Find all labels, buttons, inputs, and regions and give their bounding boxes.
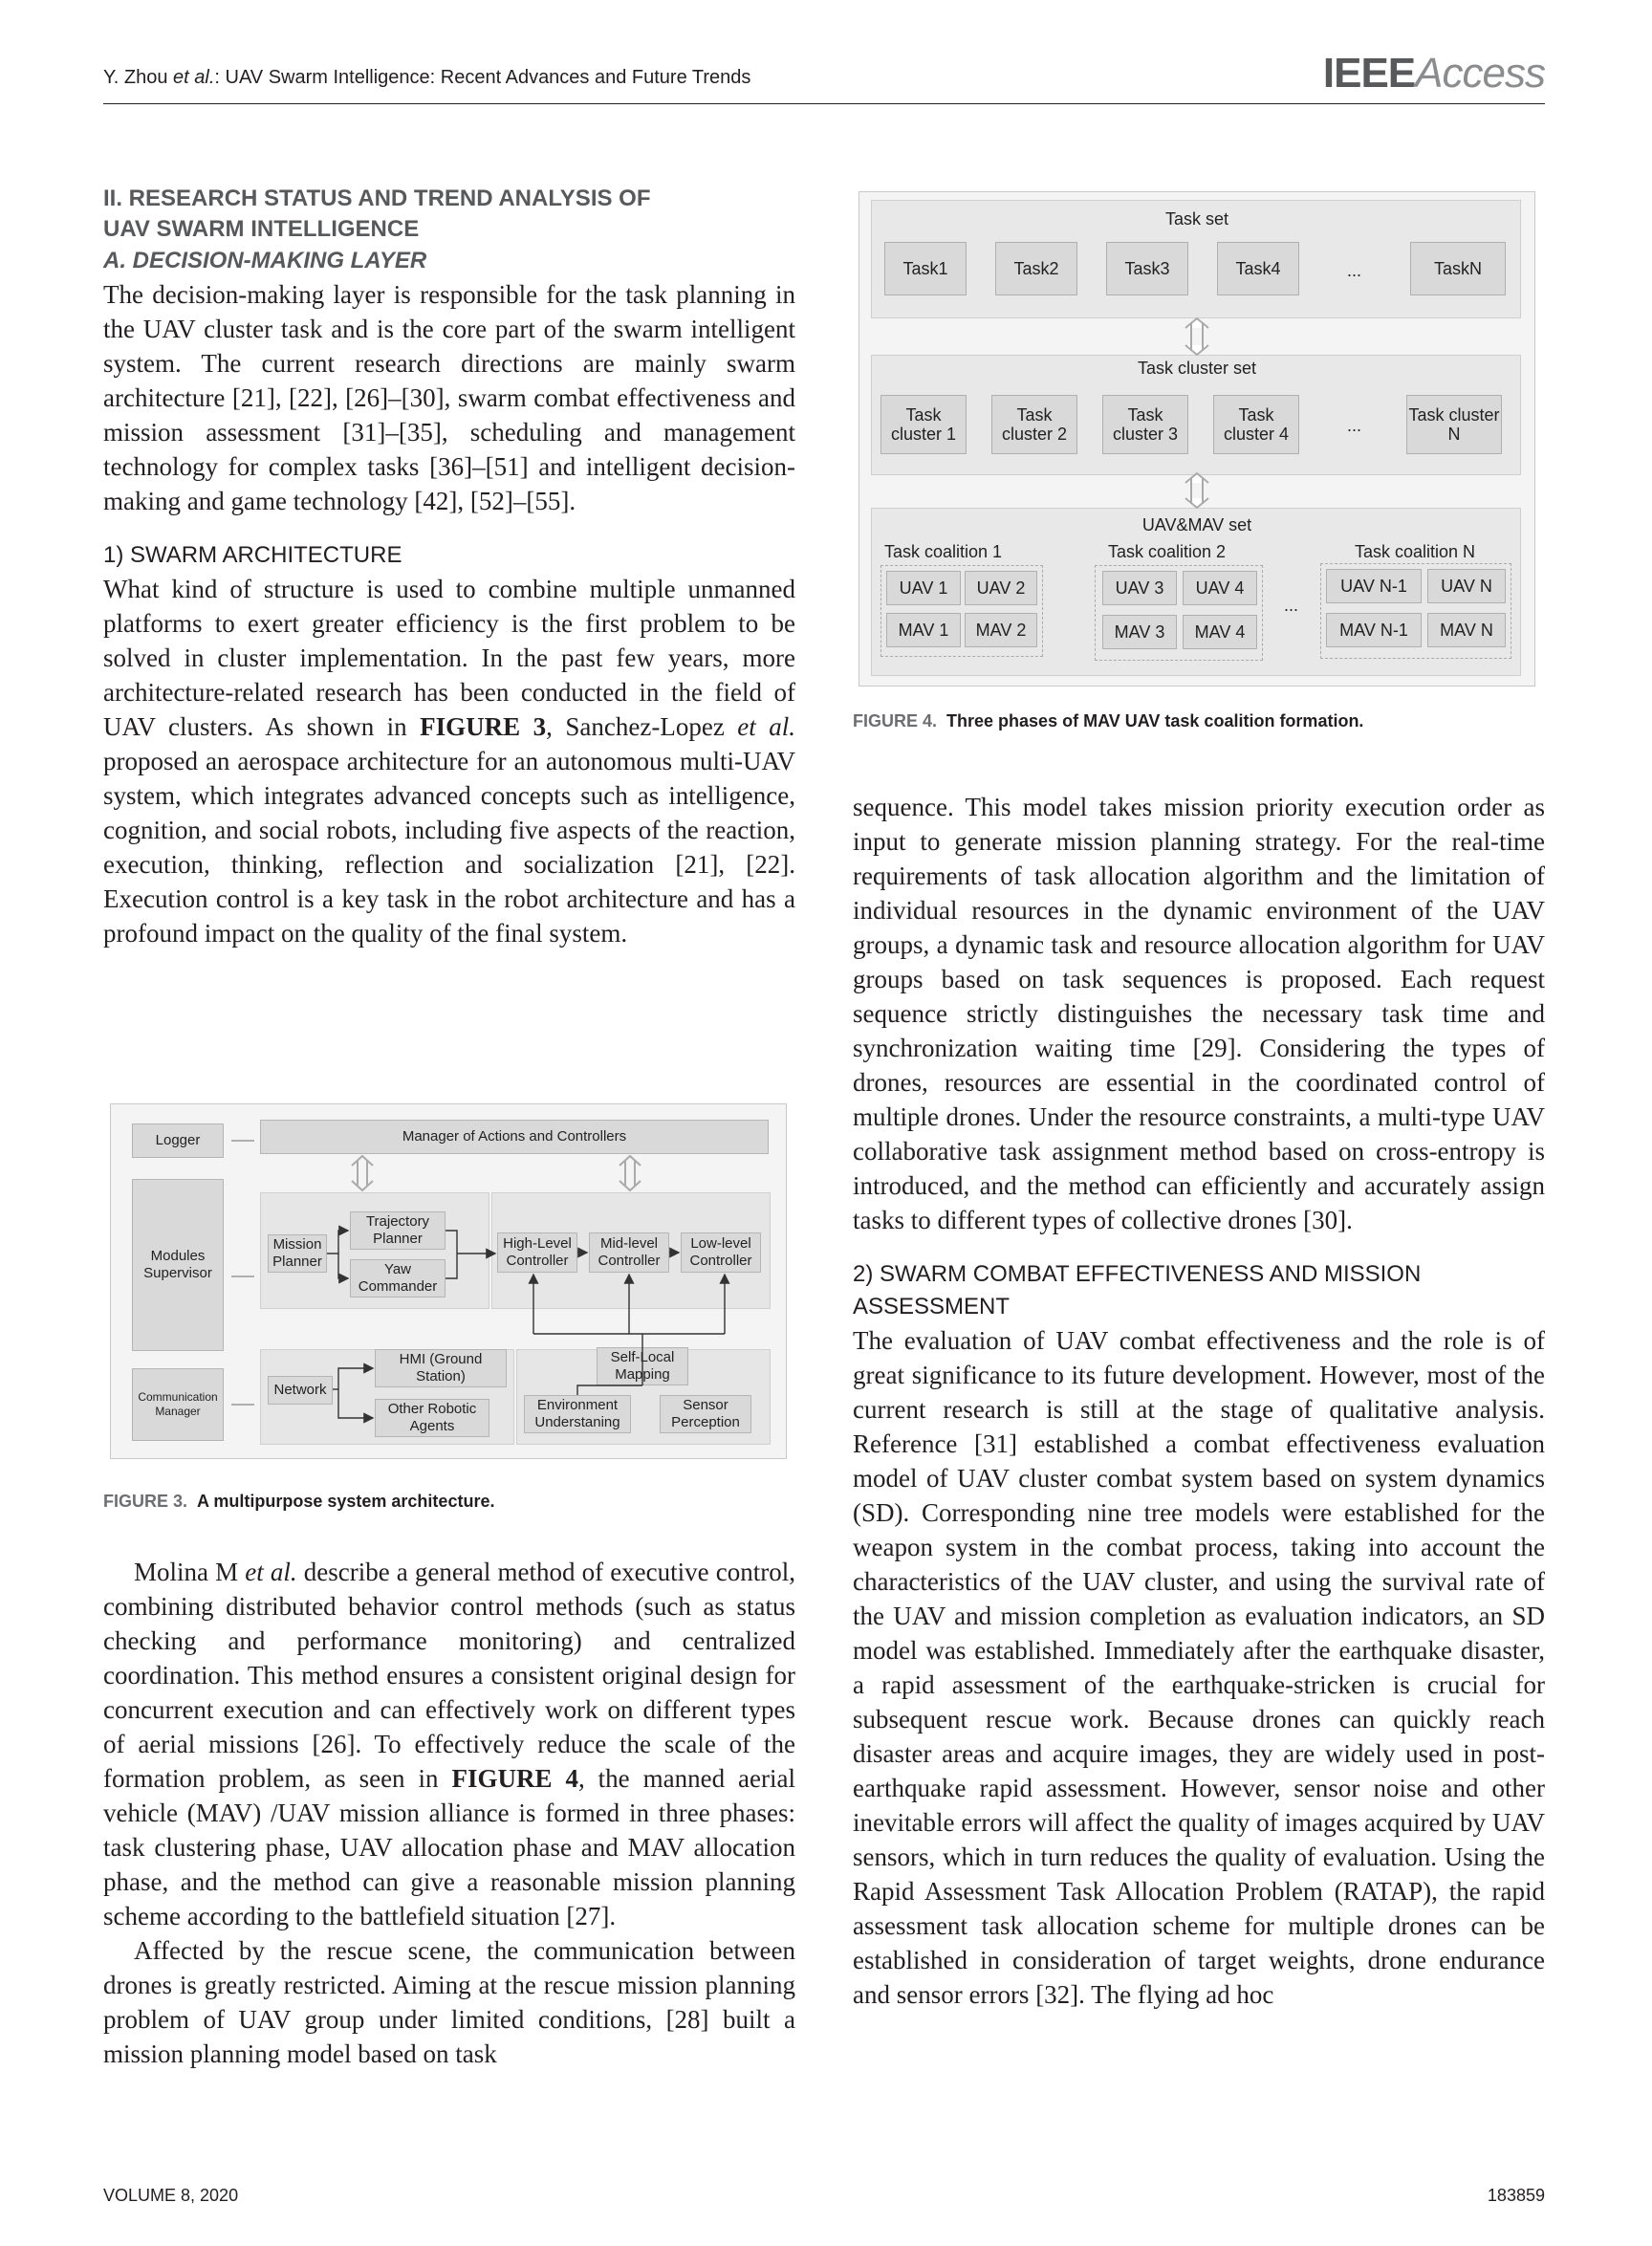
- communication-manager-label: Communication Manager: [138, 1390, 218, 1418]
- header-rule: [103, 103, 1545, 104]
- uav-2-label: UAV 2: [976, 578, 1026, 598]
- ieee-access-logo: [1323, 50, 1545, 98]
- task-ellipsis: ...: [1347, 261, 1362, 280]
- uav-n-label: UAV N: [1441, 577, 1492, 596]
- uav-1-label: UAV 1: [899, 578, 948, 598]
- figure4-caption: [853, 711, 1363, 731]
- environment-understanding-label: Environment Understaning: [534, 1397, 620, 1430]
- task-3-label: Task3: [1124, 259, 1170, 278]
- running-head-authors: Y. Zhou: [103, 67, 174, 88]
- paragraph-combat-effectiveness: The evaluation of UAV combat effectiveness and the role is of great significance to its future development. However, most of the current research is still at the stage of qualitative analysis. Reference [31] established a combat effectiveness evaluation model of UAV cluster combat system based on system dynamics (SD). Corresponding nine tree models were established for the weapon system in the combat process, taking into account the characteristics of the UAV cluster, and using the survival rate of the UAV and mission completion as evaluation indicators, an SD model was established. Immediately after the earthquake disaster, a rapid assessment of the earthquake-stricken is crucial for subsequent rescue work. Because drones can quickly reach disaster areas and acquire images, they are widely used in post-earthquake rapid assessment. However, sensor noise and other inevitable errors will affect the quality of images acquired by UAV sensors, which in turn reduces the quality of evaluation. Using the Rapid Assessment Task Allocation Problem (RATAP), the rapid assessment task allocation scheme for multiple drones can be established in consideration of target weights, drone endurance and sensor errors [32]. The flying ad hoc: [853, 1326, 1545, 2009]
- coalition-ellipsis: ...: [1284, 596, 1299, 615]
- cluster-4-label: Task cluster 4: [1223, 405, 1290, 444]
- paragraph-molina: [103, 1555, 795, 1933]
- para3-text-b: describe a general method of executive control, combining distributed behavior control methods (such as status checking and performance monitoring) and centralized coordination. This method ensures a consistent original design for concurrent execution and can effectively work on different types of aerial missions [26]. To effectively reduce the scale of the formation problem, as seen in: [103, 1558, 795, 1793]
- uav-n-1-label: UAV N-1: [1340, 577, 1407, 596]
- mav-2-label: MAV 2: [975, 621, 1027, 640]
- network-label: Network: [273, 1382, 327, 1398]
- modules-supervisor-label: Modules Supervisor: [143, 1248, 212, 1281]
- cluster-3-label: Task cluster 3: [1112, 405, 1179, 444]
- para3-text-a: Molina M: [134, 1558, 246, 1586]
- figure3-reference[interactable]: FIGURE 3: [420, 712, 547, 741]
- paragraph-swarm-architecture: [103, 572, 795, 950]
- figure4-reference[interactable]: FIGURE 4: [451, 1764, 578, 1793]
- right-column: [853, 790, 1545, 2012]
- para3-etal: et al.: [245, 1558, 297, 1586]
- coalition-1-label: Task coalition 1: [884, 542, 1003, 561]
- figure4-phase-arrows: [859, 192, 1534, 686]
- para2-text-a: What kind of structure is used to combine multiple unmanned platforms to exert greater efficiency is the first problem to be solved in cluster implementation. In the past few years, more architecture-related research has been conducted in the field of UAV clusters. As shown in: [103, 575, 795, 741]
- subsubsection-swarm-architecture: 1) SWARM ARCHITECTURE: [103, 542, 402, 568]
- cluster-set-label: Task cluster set: [1137, 359, 1257, 378]
- task-4-label: Task4: [1235, 259, 1281, 278]
- yaw-commander-label: Yaw Commander: [358, 1261, 438, 1295]
- figure3-caption-text: A multipurpose system architecture.: [197, 1492, 495, 1511]
- figure3-caption: [103, 1492, 494, 1512]
- running-head-title: : UAV Swarm Intelligence: Recent Advances and Future Trends: [214, 67, 751, 88]
- self-local-mapping-label: Self-Local Mapping: [610, 1349, 675, 1383]
- cluster-ellipsis: ...: [1347, 416, 1362, 435]
- uav-mav-set-label: UAV&MAV set: [1141, 515, 1252, 534]
- section-heading-line1: II. RESEARCH STATUS AND TREND ANALYSIS OF: [103, 185, 651, 211]
- para2-etal: et al.: [737, 712, 795, 741]
- paragraph-decision-layer: The decision-making layer is responsible for the task planning in the UAV cluster task and is the core part of the swarm intelligent system. The current research directions are mainly swarm architecture [21], [22], [26]–[30], swarm combat effectiveness and mission assessment [31]–[35], scheduling and management technology for complex tasks [36]–[51] and intelligent decision-making and game technology [42], [52]–[55].: [103, 280, 795, 515]
- footer-page-number: 183859: [1487, 2186, 1545, 2205]
- subsection-heading: A. DECISION-MAKING LAYER: [103, 248, 427, 273]
- section-heading-line2: UAV SWARM INTELLIGENCE: [103, 216, 420, 242]
- para2-text-c: proposed an aerospace architecture for an autonomous multi-UAV system, which integrates advanced concepts such as intelligence, cognition, and social robots, including five aspects of the reaction, execution, thinking, reflection and socialization [21], [22]. Execution control is a key task in the robot architecture and has a profound impact on the quality of the final system.: [103, 747, 795, 948]
- mid-level-controller-label: Mid-level Controller: [598, 1235, 661, 1269]
- figure4-caption-label: FIGURE 4.: [853, 711, 938, 730]
- sensor-perception-label: Sensor Perception: [671, 1397, 740, 1430]
- mav-n-1-label: MAV N-1: [1339, 621, 1408, 640]
- cluster-2-label: Task cluster 2: [1001, 405, 1068, 444]
- mav-3-label: MAV 3: [1114, 622, 1165, 642]
- cluster-n-label: Task cluster N: [1408, 405, 1500, 444]
- logo-ieee: IEEE: [1322, 50, 1416, 97]
- mav-n-label: MAV N: [1440, 621, 1493, 640]
- figure3-caption-label: FIGURE 3.: [103, 1492, 188, 1511]
- low-level-controller-label: Low-level Controller: [689, 1235, 752, 1269]
- para3-text-c: , the manned aerial vehicle (MAV) /UAV mission alliance is formed in three phases: task clustering phase, UAV allocation phase and MAV allocation phase, and the method can give a reasonable mission planning scheme according to the battlefield situation [27].: [103, 1764, 796, 1930]
- left-column-bottom: [103, 1555, 795, 2071]
- logo-access: Access: [1415, 50, 1545, 97]
- figure4-caption-text: Three phases of MAV UAV task coalition formation.: [946, 711, 1364, 730]
- other-agents-label: Other Robotic Agents: [387, 1401, 477, 1434]
- hmi-label: HMI (Ground Station): [399, 1351, 483, 1385]
- subsubsection-combat-effectiveness: [853, 1258, 1545, 1323]
- para2-text-b: , Sanchez-Lopez: [546, 712, 738, 741]
- figure4-diagram: [859, 191, 1535, 687]
- left-column-top: [103, 184, 795, 950]
- figure3-connectors: [111, 1104, 786, 1458]
- logger-label: Logger: [155, 1132, 201, 1148]
- figure3-diagram: [110, 1103, 787, 1459]
- mav-4-label: MAV 4: [1194, 622, 1246, 642]
- task-1-label: Task1: [902, 259, 948, 278]
- task-n-label: TaskN: [1433, 259, 1482, 278]
- paragraph-task-sequence: sequence. This model takes mission priority execution order as input to generate mission planning strategy. For the real-time requirements of task allocation algorithm and the limitation of individual resources in the dynamic environment of the UAV groups, a dynamic task and resource allocation algorithm for UAV groups based on task sequences is proposed. Each request sequence strictly distinguishes the necessary task time and synchronization waiting time [29]. Considering the types of drones, resources are essential in the coordinated control of multiple drones. Under the resource constraints, a multi-type UAV collaborative task assignment method based on cross-entropy is introduced, and the method can efficiently and accurately assign tasks to different types of collective drones [30].: [853, 793, 1545, 1234]
- mav-1-label: MAV 1: [898, 621, 949, 640]
- task-set-label: Task set: [1164, 209, 1229, 229]
- mission-planner-label: Mission Planner: [272, 1236, 322, 1270]
- running-head-etal: et al.: [173, 67, 215, 88]
- task-2-label: Task2: [1013, 259, 1059, 278]
- running-head: [103, 67, 750, 89]
- paragraph-rescue: Affected by the rescue scene, the communication between drones is greatly restricted. Aiming at the rescue mission planning problem of UAV group under limited conditions, [28] built a mission planning model based on task: [103, 1936, 795, 2068]
- coalition-2-label: Task coalition 2: [1108, 542, 1227, 561]
- footer-volume: VOLUME 8, 2020: [103, 2186, 239, 2205]
- coalition-n-label: Task coalition N: [1355, 542, 1476, 561]
- uav-4-label: UAV 4: [1195, 578, 1245, 598]
- trajectory-planner-label: Trajectory Planner: [365, 1213, 430, 1247]
- cluster-1-label: Task cluster 1: [890, 405, 957, 444]
- manager-label: Manager of Actions and Controllers: [402, 1128, 627, 1145]
- subsubsection2-line2: ASSESSMENT: [853, 1294, 1011, 1319]
- uav-3-label: UAV 3: [1115, 578, 1164, 598]
- subsubsection2-line1: 2) SWARM COMBAT EFFECTIVENESS AND MISSION: [853, 1261, 1422, 1287]
- high-level-controller-label: High-Level Controller: [503, 1235, 572, 1269]
- section-heading: [103, 184, 795, 245]
